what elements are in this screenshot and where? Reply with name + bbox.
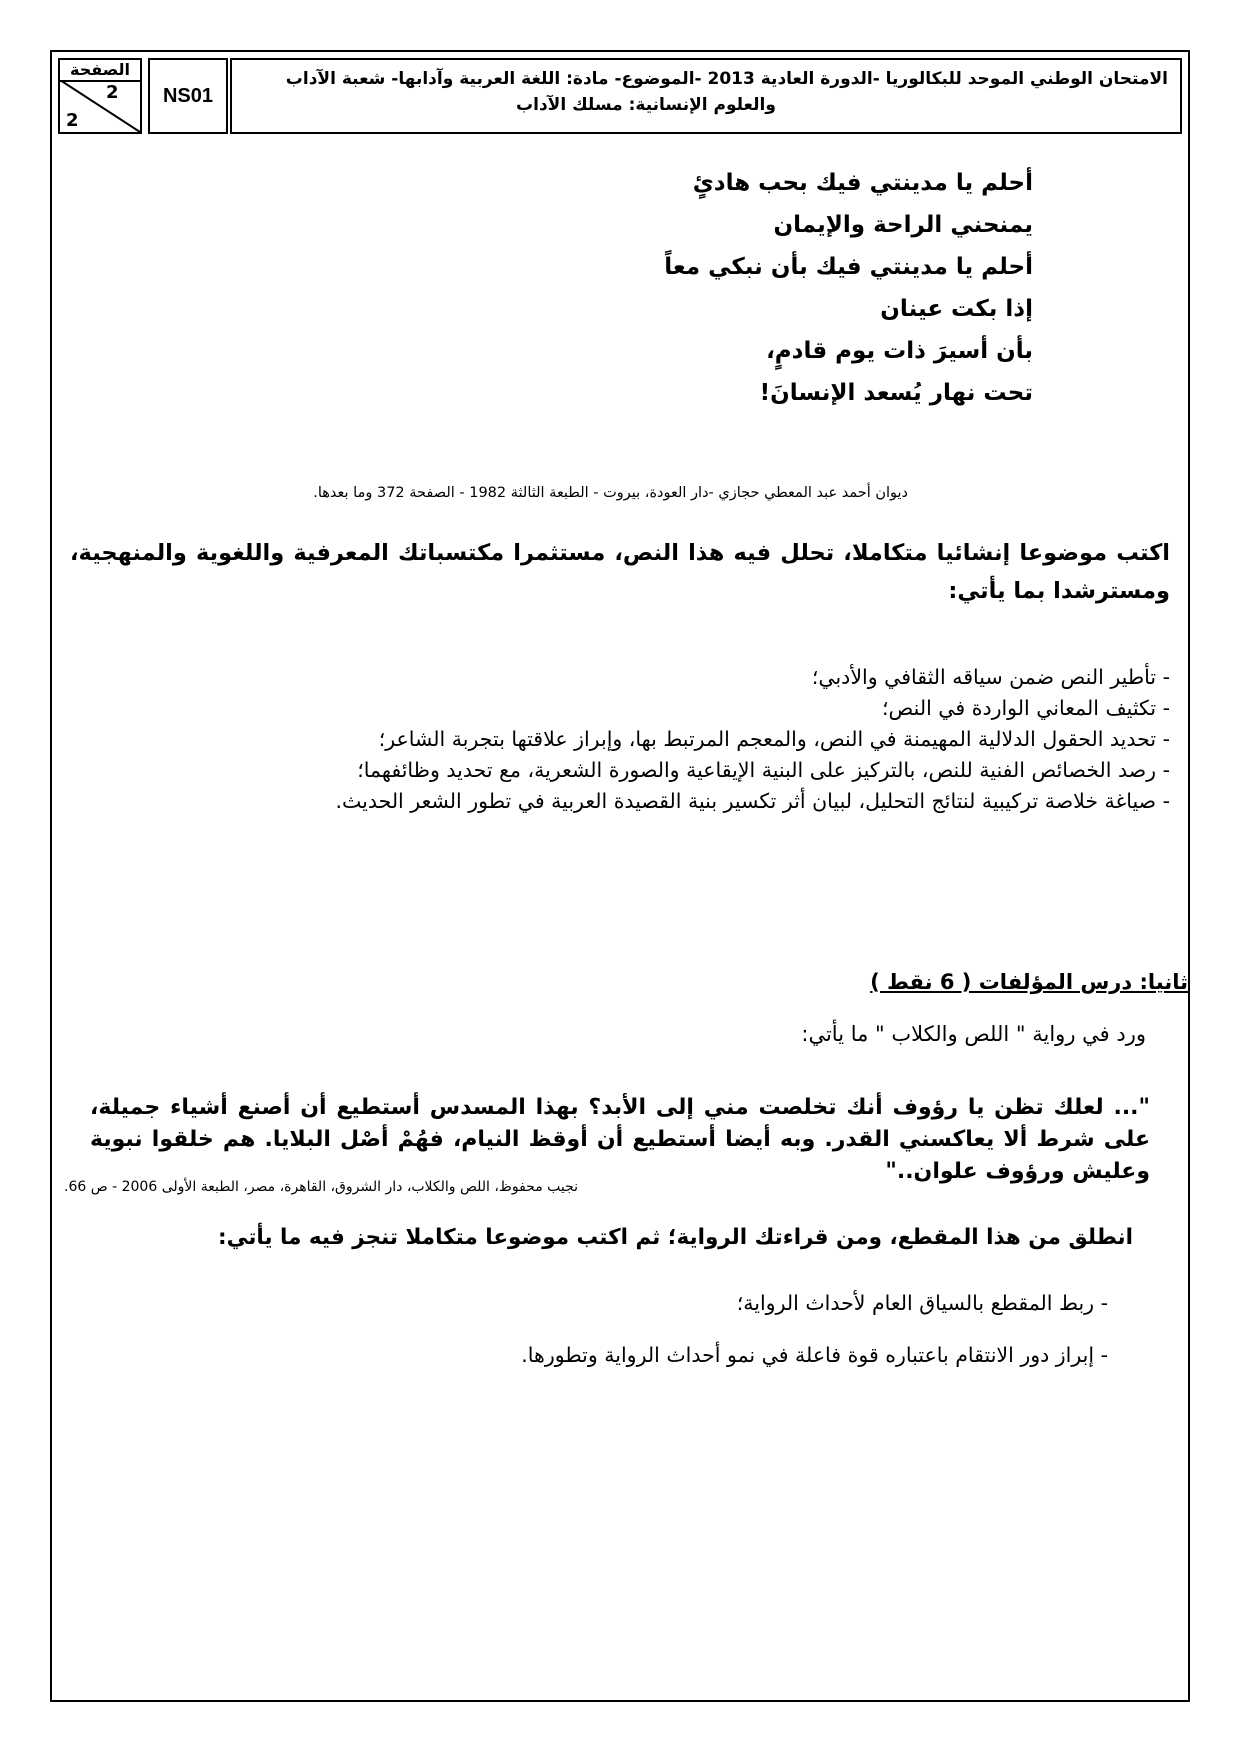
- guideline-item: - تكثيف المعاني الواردة في النص؛: [882, 696, 1170, 720]
- page-current: 2: [106, 82, 119, 103]
- section1-guidelines: [62, 662, 1170, 817]
- guideline-item: - رصد الخصائص الفنية للنص، بالتركيز على البنية الإيقاعية والصورة الشعرية، مع تحديد وظائفهما؛: [357, 758, 1170, 782]
- poem-line: أحلم يا مدينتي فيك بأن نبكي معاً: [664, 254, 1033, 280]
- novel-source: نجيب محفوظ، اللص والكلاب، دار الشروق، القاهرة، مصر، الطبعة الأولى 2006 - ص 66.: [64, 1179, 579, 1195]
- poem-line: بأن أسيرَ ذات يوم قادمٍ،: [766, 338, 1033, 364]
- guideline-item: - تحديد الحقول الدلالية المهيمنة في النص، والمعجم المرتبط بها، وإبراز علاقتها بتجربة الشاعر؛: [378, 727, 1170, 751]
- exam-header: [52, 52, 1188, 142]
- guideline-item: - تأطير النص ضمن سياقه الثقافي والأدبي؛: [811, 665, 1170, 689]
- exam-title-line2: والعلوم الإنسانية: مسلك الآداب: [516, 95, 776, 115]
- poem-line: يمنحني الراحة والإيمان: [773, 212, 1033, 238]
- guideline-item: - ربط المقطع بالسياق العام لأحداث الرواية؛: [736, 1291, 1108, 1315]
- poem-excerpt: [664, 162, 1033, 414]
- section2-intro: ورد في رواية " اللص والكلاب " ما يأتي:: [801, 1022, 1146, 1046]
- page-frame: [50, 50, 1190, 1702]
- poem-line: إذا بكت عينان: [880, 296, 1033, 322]
- section2-task: انطلق من هذا المقطع، ومن قراءتك الرواية؛ ثم اكتب موضوعا متكاملا تنجز فيه ما يأتي:: [217, 1225, 1133, 1250]
- exam-title-box: [230, 58, 1182, 134]
- page-total: 2: [66, 110, 79, 131]
- guideline-item: - صياغة خلاصة تركيبية لنتائج التحليل، لبيان أثر تكسير بنية القصيدة العربية في تطور الشعر الحديث.: [335, 789, 1170, 813]
- page-label: الصفحة: [60, 60, 140, 82]
- exam-title-line1: الامتحان الوطني الموحد للبكالوريا -الدورة العادية 2013 -الموضوع- مادة: اللغة العربية وآدابها- شعبة الآداب: [285, 69, 1168, 89]
- section1-task: اكتب موضوعا إنشائيا متكاملا، تحلل فيه هذا النص، مستثمرا مكتسباتك المعرفية واللغوية والمنهجية، ومسترشدا بما يأتي:: [70, 540, 1170, 604]
- guideline-item: - إبراز دور الانتقام باعتباره قوة فاعلة في نمو أحداث الرواية وتطورها.: [521, 1343, 1108, 1367]
- section2-heading: ثانيا: درس المؤلفات ( 6 نقط ): [870, 970, 1188, 994]
- novel-quote: "... لعلك تظن يا رؤوف أنك تخلصت مني إلى الأبد؟ بهذا المسدس أستطيع أن أصنع أشياء جميلة، على شرط ألا يعاكسني القدر. وبه أيضا أستطيع أن أوقظ النيام، فهُمْ أصْل البلايا. هم خلقوا نبوية وعليش ورؤوف علوان..": [90, 1095, 1150, 1184]
- page-number-box: [58, 58, 142, 134]
- poem-source: ديوان أحمد عبد المعطي حجازي -دار العودة، بيروت - الطبعة الثالثة 1982 - الصفحة 372 وما بعدها.: [313, 485, 908, 501]
- poem-line: أحلم يا مدينتي فيك بحب هادئٍ: [692, 170, 1033, 196]
- section2-guidelines: [521, 1277, 1108, 1381]
- poem-line: تحت نهار يُسعد الإنسانَ!: [759, 380, 1033, 406]
- exam-code: NS01: [148, 58, 228, 134]
